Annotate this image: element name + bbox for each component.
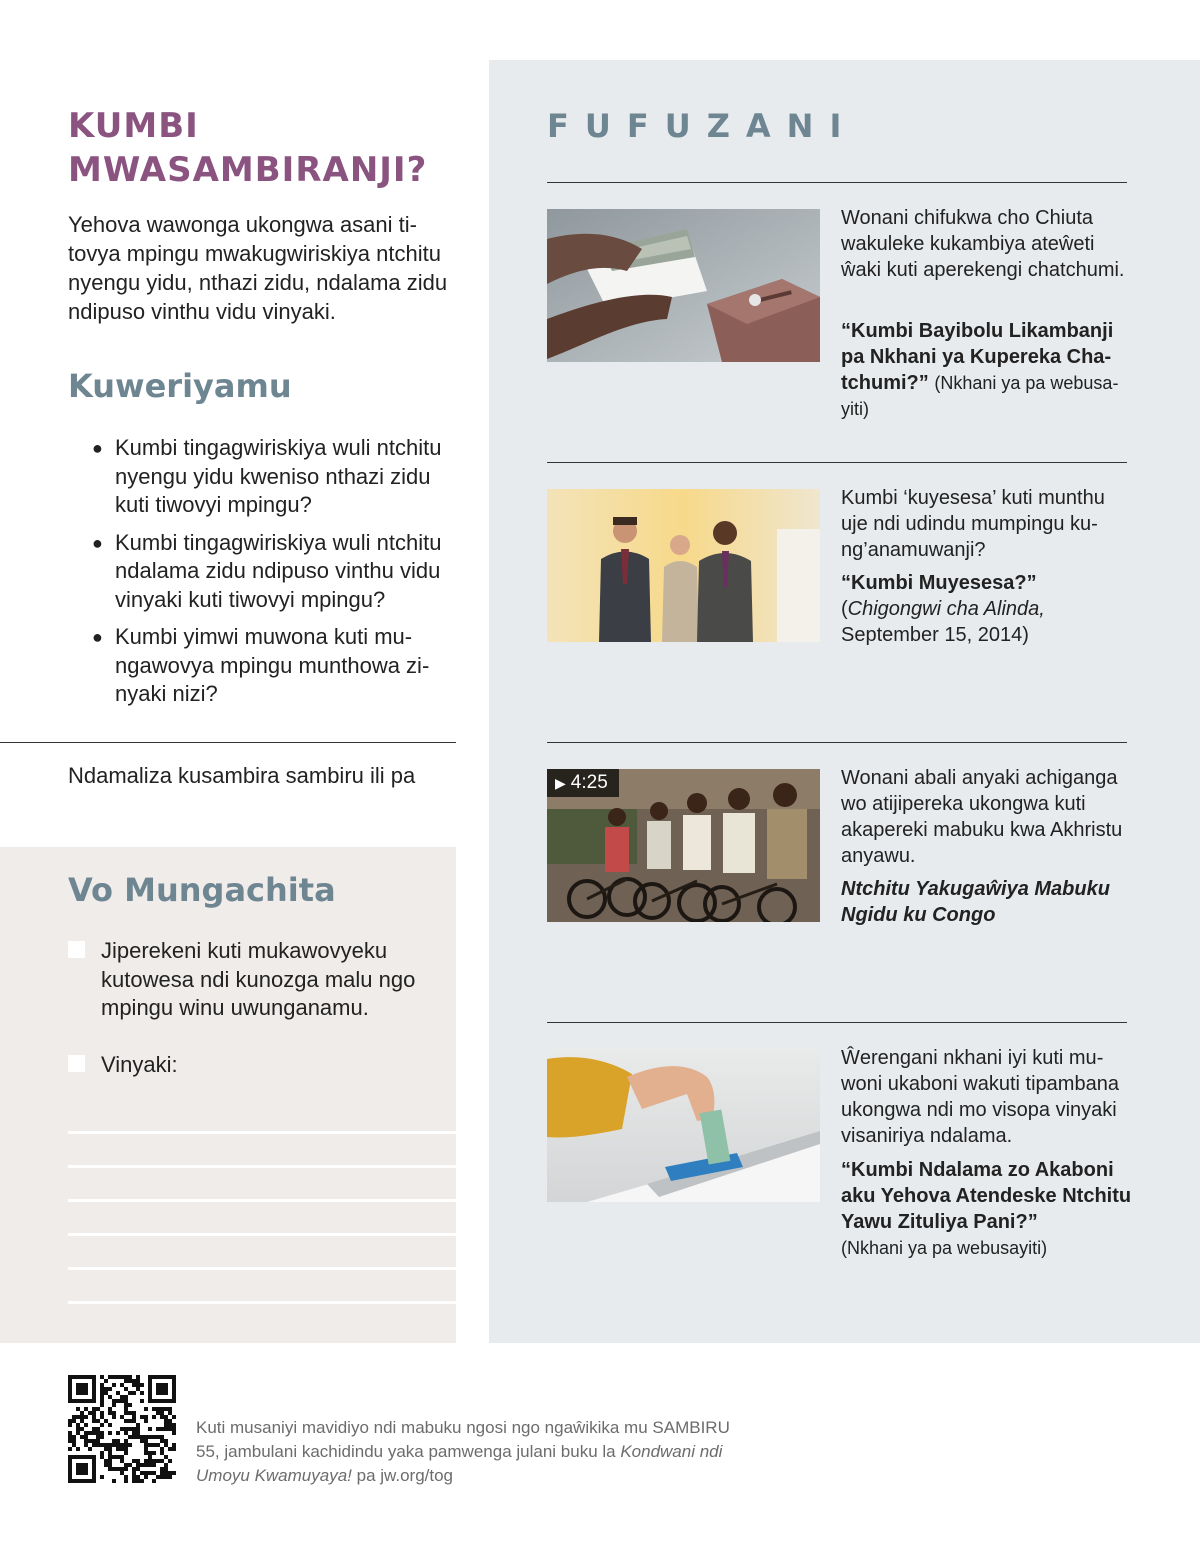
divider (547, 1022, 1127, 1023)
review-question-list (92, 434, 458, 718)
play-icon: ▶ (555, 775, 566, 791)
footer-note: Kuti musaniyi mavidiyo ndi mabuku ngosi ngo ngaŵikika mu SAMBIRU 55, jambulani kachidindu yaka pamwenga julani buku la Kondwani ndi Umoyu Kwamuyaya! pa jw.org/tog (196, 1418, 730, 1485)
entry-reference[interactable] (841, 570, 1133, 648)
divider (0, 742, 456, 743)
bullet-icon: ● (92, 438, 103, 458)
entry-question: Wonani chifukwa cho Chiuta wakuleke kukambiya ateŵeti ŵaki kuti aperekengi chatchumi. (841, 207, 1125, 281)
divider (547, 462, 1127, 463)
entry-reference[interactable] (841, 876, 1133, 928)
video-duration-badge: ▶ 4:25 (547, 769, 619, 797)
entry-reference[interactable] (841, 318, 1133, 422)
checkbox[interactable] (68, 1055, 85, 1072)
writing-line[interactable] (68, 1199, 456, 1202)
bicycle-video-thumbnail[interactable] (547, 769, 820, 922)
reference-title[interactable]: Ntchitu Yakugaŵiya Mabuku Ngidu ku Congo (841, 878, 1110, 926)
divider (547, 742, 1127, 743)
donation-envelope-image[interactable] (547, 209, 820, 362)
review-question: ● Kumbi tingagwiriskiya wuli ntchitu nyengu yidu kweniso nthazi zidu kuti tiwovyi mpingu? (92, 435, 442, 517)
reference-source: (Nkhani ya pa webusayiti) (841, 373, 1119, 419)
todo-item: Vinyaki: (68, 1051, 448, 1080)
reference-title[interactable]: “Kumbi Muyesesa?” (841, 572, 1037, 594)
entry-question: Wonani abali anyaki achiganga wo atijipereka ukongwa kuti akapereki mabuku kwa Akhristu anyawu. (841, 767, 1123, 867)
completed-date-line: Ndamaliza kusambira sambiru ili pa (68, 763, 416, 788)
writing-line[interactable] (68, 1267, 456, 1270)
review-question: ● Kumbi tingagwiriskiya wuli ntchitu ndalama zidu ndipuso vinthu vidu vinyaki kuti tiwovyi mpingu? (92, 529, 442, 612)
checkbox[interactable] (68, 941, 85, 958)
reference-title[interactable]: “Kumbi Bayibolu Likambanji pa Nkhani ya Kupereka Chatchumi?” (841, 320, 1114, 394)
divider (547, 182, 1127, 183)
writing-line[interactable] (68, 1301, 456, 1304)
writing-line[interactable] (68, 1233, 456, 1236)
bullet-icon: ● (92, 532, 103, 553)
bullet-icon: ● (92, 627, 103, 647)
explore-heading: FUFUZANI (547, 107, 858, 145)
reference-title[interactable]: “Kumbi Ndalama zo Akaboni aku Yehova Atendeske Ntchitu Yawu Zituliya Pani?” (841, 1159, 1132, 1233)
reference-source: (Nkhani ya pa webusayiti) (841, 1238, 1048, 1258)
lesson-title: KUMBI MWASAMBIRANJI? (68, 106, 428, 190)
writing-line[interactable] (68, 1165, 456, 1168)
writing-line[interactable] (68, 1131, 456, 1134)
lesson-summary: Yehova wawonga ukongwa asani titovya mpingu mwakugwiriskiya ntchitu nyengu yidu, nthazi zidu, ndalama zidu ndipuso vinthu vidu vinyaki. (68, 212, 448, 324)
entry-question: Kumbi ‘kuyesesa’ kuti munthu uje ndi udindu mumpingu kung’anamuwanji? (841, 487, 1105, 561)
review-heading: Kuweriyamu (68, 367, 292, 405)
money-slot-image[interactable] (547, 1049, 820, 1202)
entry-question: Ŵerengani nkhani iyi kuti muwoni ukaboni wakuti tipambana ukongwa ndi mo visopa vinyaki visaniriya ndalama. (841, 1047, 1119, 1147)
brothers-greeting-image[interactable] (547, 489, 820, 642)
todo-heading: Vo Mungachita (68, 871, 336, 909)
reference-source: (Chigongwi cha Alinda, September 15, 2014) (841, 598, 1045, 646)
todo-item: Jiperekeni kuti mukawovyeku kutowesa ndi kunozga malu ngo mpingu winu uwunganamu. (68, 937, 448, 1023)
entry-reference[interactable] (841, 1157, 1133, 1261)
qr-code-icon[interactable] (68, 1375, 176, 1483)
review-question: ● Kumbi yimwi muwona kuti mungawovya mpingu munthowa zinyaki nizi? (92, 624, 430, 706)
